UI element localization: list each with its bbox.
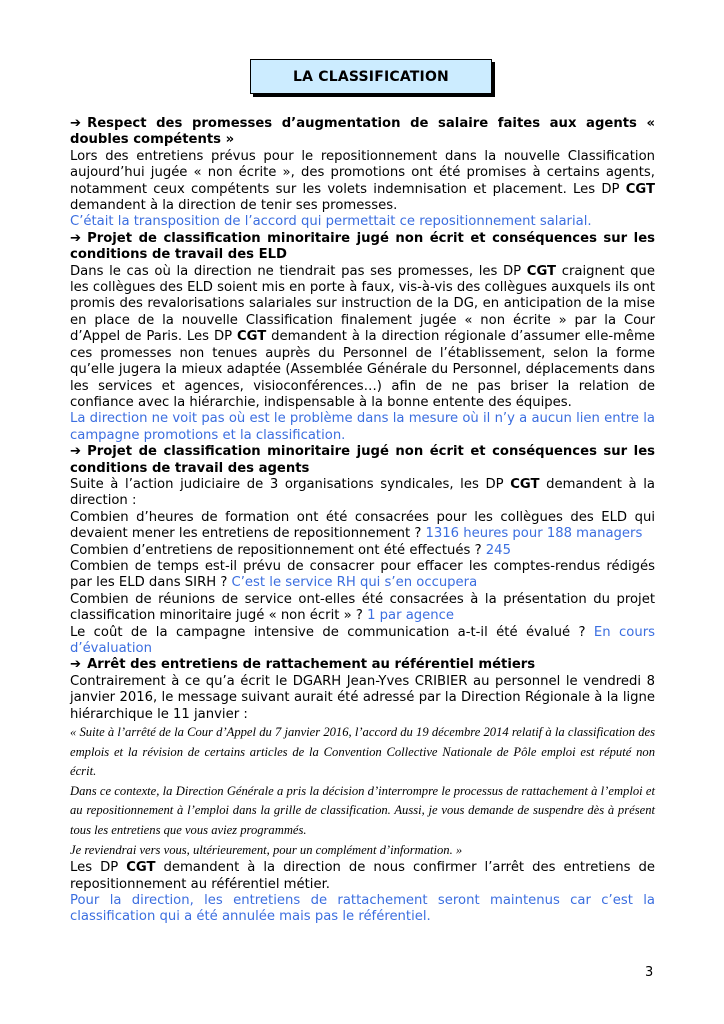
paragraph: Lors des entretiens prévus pour le repositionnement dans la nouvelle Classification aujourd’hui jugée « non écrite », des promotions ont été promises à certains agents, notamment ceux compétents sur les volets indemnisation et placement. Les DP CGT demandent à la direction de tenir ses promesses. xyxy=(70,148,655,214)
direction-answer: La direction ne voit pas où est le problème dans la mesure où il n’y a aucun lien entre la campagne promotions et la classification. xyxy=(70,411,655,443)
question: Le coût de la campagne intensive de communication a-t-il été évalué ? En cours d’évaluation xyxy=(70,624,655,656)
document-body xyxy=(70,116,655,926)
paragraph: Suite à l’action judiciaire de 3 organisations syndicales, les DP CGT demandent à la direction : xyxy=(70,476,655,509)
direction-answer: 1 par agence xyxy=(367,608,455,624)
question: Combien de réunions de service ont-elles été consacrées à la présentation du projet classification minoritaire jugé « non écrit » ? 1 par agence xyxy=(70,591,655,624)
arrow-icon: ➔ xyxy=(70,230,82,246)
title-box xyxy=(250,59,492,94)
section-heading: ➔ Projet de classification minoritaire jugé non écrit et conséquences sur les conditions de travail des agents xyxy=(70,444,655,476)
paragraph: Les DP CGT demandent à la direction de nous confirmer l’arrêt des entretiens de repositionnement au référentiel métier. xyxy=(70,860,655,892)
section-heading: ➔ Arrêt des entretiens de rattachement au référentiel métiers xyxy=(70,657,536,673)
direction-answer: 1316 heures pour 188 managers xyxy=(425,526,643,542)
paragraph: Contrairement à ce qu’a écrit le DGARH Jean-Yves CRIBIER au personnel le vendredi 8 janvier 2016, le message suivant aurait été adressé par la Direction Régionale à la ligne hiérarchique le 11 janvier : xyxy=(70,673,655,722)
quote-paragraph: « Suite à l’arrêté de la Cour d’Appel du 7 janvier 2016, l’accord du 19 décembre 2014 relatif à la classification des emplois et la révision de certains articles de la Convention Collective Nationale de Pôle emploi est réputé non écrit. xyxy=(70,725,655,779)
direction-answer: C’est le service RH qui s’en occupera xyxy=(231,575,478,591)
paragraph: Dans le cas où la direction ne tiendrait pas ses promesses, les DP CGT craignent que les collègues des ELD soient mis en porte à faux, vis-à-vis des collègues auxquels ils ont promis des revalorisations salariales sur instruction de la DG, en anticipation de la mise en place de la nouvelle Classification finalement jugée « non écrite » par la Cour d’Appel de Paris. Les DP CGT demandent à la direction régionale d’assumer elle-même ces promesses non tenues auprès du Personnel de l’établissement, selon la forme qu’elle jugera la mieux adaptée (Assemblée Générale du Personnel, déplacements dans les services et agences, visioconférences…) afin de ne pas briser la relation de confiance avec la hiérarchie, indispensable à la bonne entente des équipes. xyxy=(70,263,656,410)
direction-answer: Pour la direction, les entretiens de rattachement seront maintenus car c’est la classification qui a été annulée mais pas le référentiel. xyxy=(70,893,655,925)
arrow-icon: ➔ xyxy=(70,444,82,460)
page-title: LA CLASSIFICATION xyxy=(293,68,449,85)
section-heading: ➔ Respect des promesses d’augmentation de salaire faites aux agents « doubles compétents » xyxy=(70,116,655,148)
quote-paragraph: Je reviendrai vers vous, ultérieurement, pour un complément d’information. » xyxy=(70,842,463,857)
question: Combien d’entretiens de repositionnement ont été effectués ? 245 xyxy=(70,542,511,558)
question: Combien d’heures de formation ont été consacrées pour les collègues des ELD qui devaient mener les entretiens de repositionnement ? 1316 heures pour 188 managers xyxy=(70,509,655,542)
section-heading: ➔ Projet de classification minoritaire jugé non écrit et conséquences sur les conditions de travail des ELD xyxy=(70,230,655,263)
direction-answer: 245 xyxy=(485,542,511,558)
arrow-icon: ➔ xyxy=(70,657,82,673)
arrow-icon: ➔ xyxy=(70,116,82,131)
direction-answer: C’était la transposition de l’accord qui permettait ce repositionnement salarial. xyxy=(70,214,592,230)
direction-answer: En cours d’évaluation xyxy=(70,624,655,656)
quote-paragraph: Dans ce contexte, la Direction Générale a pris la décision d’interrompre le processus de rattachement à l’emploi et au repositionnement à l’emploi dans la grille de classification. Aussi, je vous demande de suspendre dès à présent tous les entretiens que vous aviez programmés. xyxy=(70,783,655,837)
page-number: 3 xyxy=(645,965,654,980)
question: Combien de temps est-il prévu de consacrer pour effacer les comptes-rendus rédigés par les ELD dans SIRH ? C’est le service RH qui s’en occupera xyxy=(70,558,655,591)
